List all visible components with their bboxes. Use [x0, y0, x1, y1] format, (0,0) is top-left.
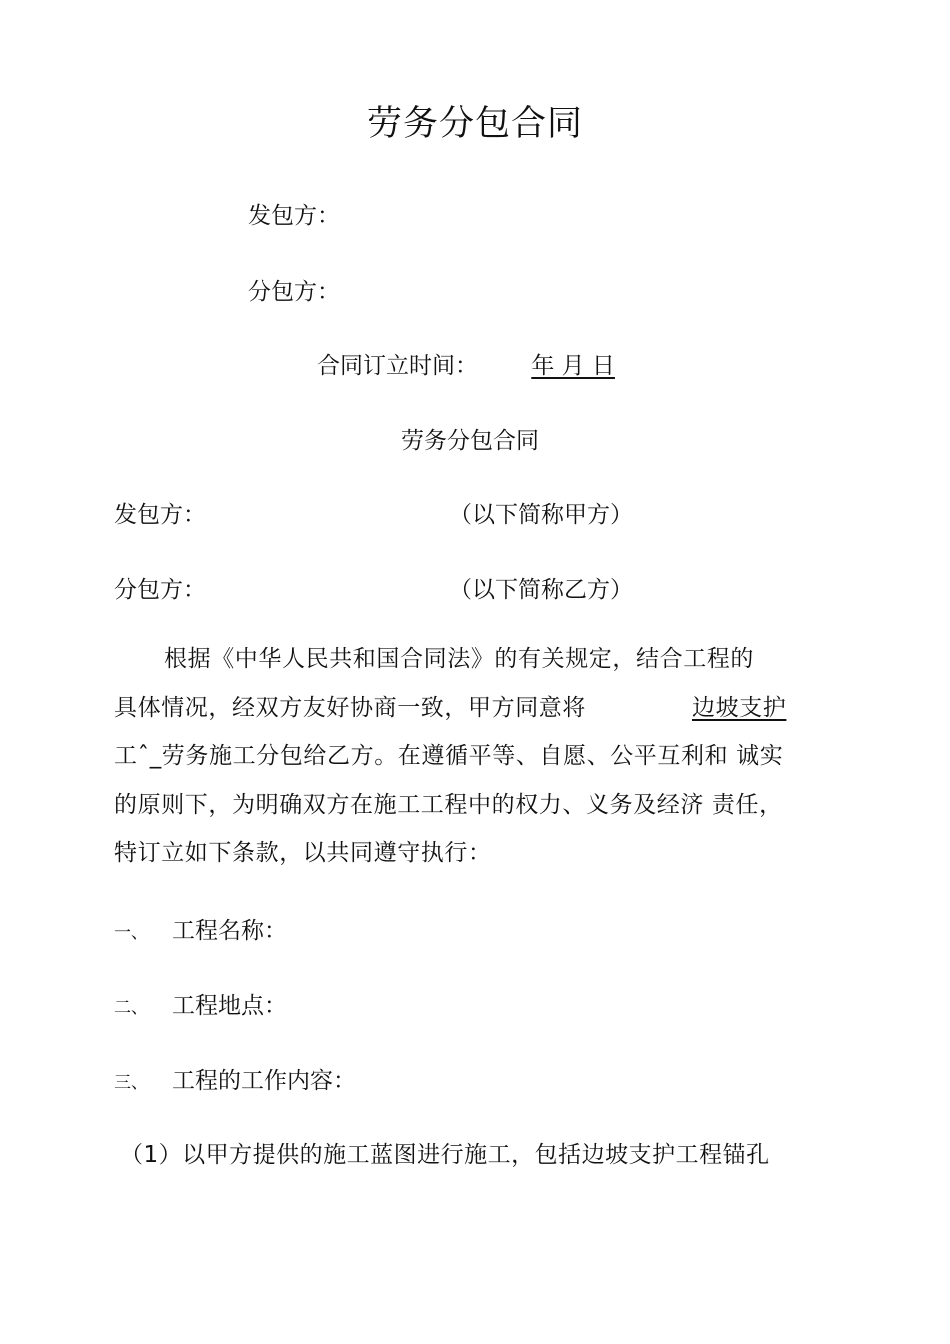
parties-subcontractor-alias: （以下简称乙方） — [449, 577, 633, 603]
contract-date-value: 年 月 日 — [531, 353, 615, 379]
preamble-line-3: 工ˆ_劳务施工分包给乙方。在遵循平等、自愿、公平互利和 诚实 — [114, 743, 784, 769]
preamble-line-5: 特订立如下条款，以共同遵守执行： — [114, 840, 492, 866]
contract-date-label: 合同订立时间： — [317, 353, 478, 379]
cover-subcontractor-label: 分包方： — [248, 279, 340, 305]
parties-employer-label: 发包方： — [114, 502, 206, 528]
clause-1-number: 一、 — [114, 923, 148, 943]
clause-1-label: 工程名称： — [172, 918, 287, 944]
parties-employer-alias: （以下简称甲方） — [449, 502, 633, 528]
parties-subcontractor-label: 分包方： — [114, 577, 206, 603]
clause-3-number: 三、 — [114, 1073, 148, 1093]
clause-2-number: 二、 — [114, 998, 148, 1018]
clause-3-label: 工程的工作内容： — [172, 1068, 356, 1094]
document-title: 劳务分包合同 — [366, 104, 583, 144]
work-item-1: （1）以甲方提供的施工蓝图进行施工，包括边坡支护工程锚孔 — [120, 1142, 770, 1168]
clause-2 — [114, 991, 287, 1023]
preamble-line-2-text: 具体情况，经双方友好协商一致，甲方同意将 — [114, 694, 586, 721]
clause-2-label: 工程地点： — [172, 993, 287, 1019]
subtitle: 劳务分包合同 — [401, 428, 539, 454]
preamble-line-1: 根据《中华人民共和国合同法》的有关规定，结合工程的 — [164, 646, 754, 672]
preamble-line-4: 的原则下，为明确双方在施工工程中的权力、义务及经济 责任， — [114, 791, 783, 818]
clause-1 — [114, 916, 287, 948]
contract-date-row — [317, 351, 615, 381]
preamble-line-2 — [114, 684, 814, 733]
preamble-paragraph — [114, 635, 814, 878]
clause-3 — [114, 1066, 356, 1098]
work-scope-underlined: 边坡支护 — [692, 694, 787, 721]
cover-employer-label: 发包方： — [248, 203, 340, 229]
